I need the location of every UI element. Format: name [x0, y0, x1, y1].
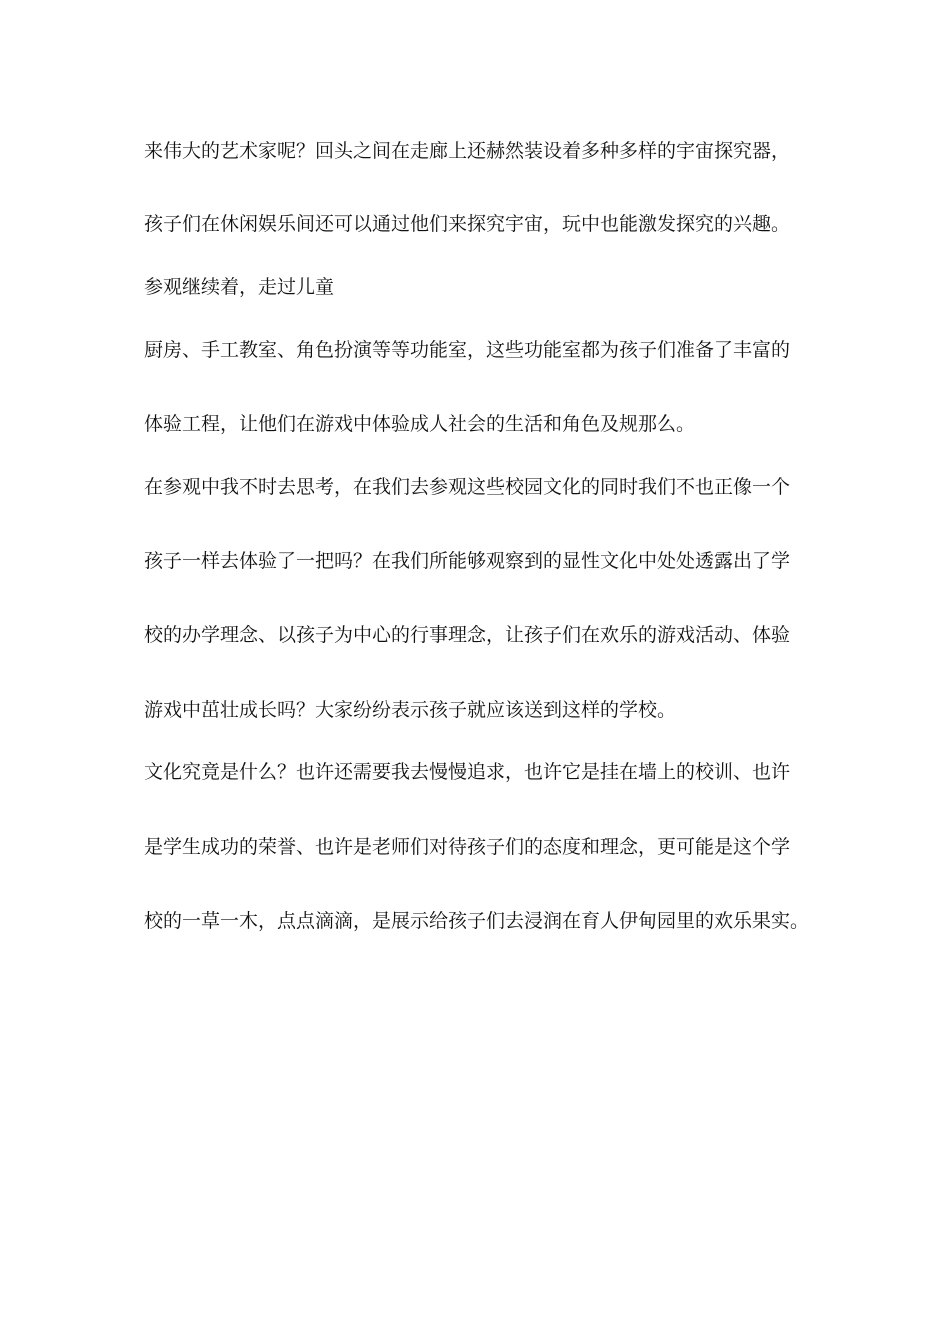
text-line: 文化究竟是什么？也许还需要我去慢慢追求，也许它是挂在墙上的校训、也许 [144, 761, 791, 783]
text-line: 在参观中我不时去思考，在我们去参观这些校园文化的同时我们不也正像一个 [144, 476, 791, 498]
text-line: 孩子们在休闲娱乐间还可以通过他们来探究宇宙，玩中也能激发探究的兴趣。 [144, 213, 791, 235]
text-line: 校的办学理念、以孩子为中心的行事理念，让孩子们在欢乐的游戏活动、体验 [144, 624, 791, 646]
text-line: 校的一草一木，点点滴滴，是展示给孩子们去浸润在育人伊甸园里的欢乐果实。 [144, 910, 810, 932]
text-line: 游戏中茁壮成长吗？大家纷纷表示孩子就应该送到这样的学校。 [144, 699, 677, 721]
text-line: 厨房、手工教室、角色扮演等等功能室，这些功能室都为孩子们准备了丰富的 [144, 339, 791, 361]
text-line: 孩子一样去体验了一把吗？在我们所能够观察到的显性文化中处处透露出了学 [144, 550, 791, 572]
text-line: 是学生成功的荣誉、也许是老师们对待孩子们的态度和理念，更可能是这个学 [144, 836, 791, 858]
text-line: 来伟大的艺术家呢？回头之间在走廊上还赫然装设着多种多样的宇宙探究器， [144, 140, 791, 162]
text-line: 参观继续着，走过儿童 [144, 276, 335, 298]
text-line: 体验工程，让他们在游戏中体验成人社会的生活和角色及规那么。 [144, 413, 696, 435]
